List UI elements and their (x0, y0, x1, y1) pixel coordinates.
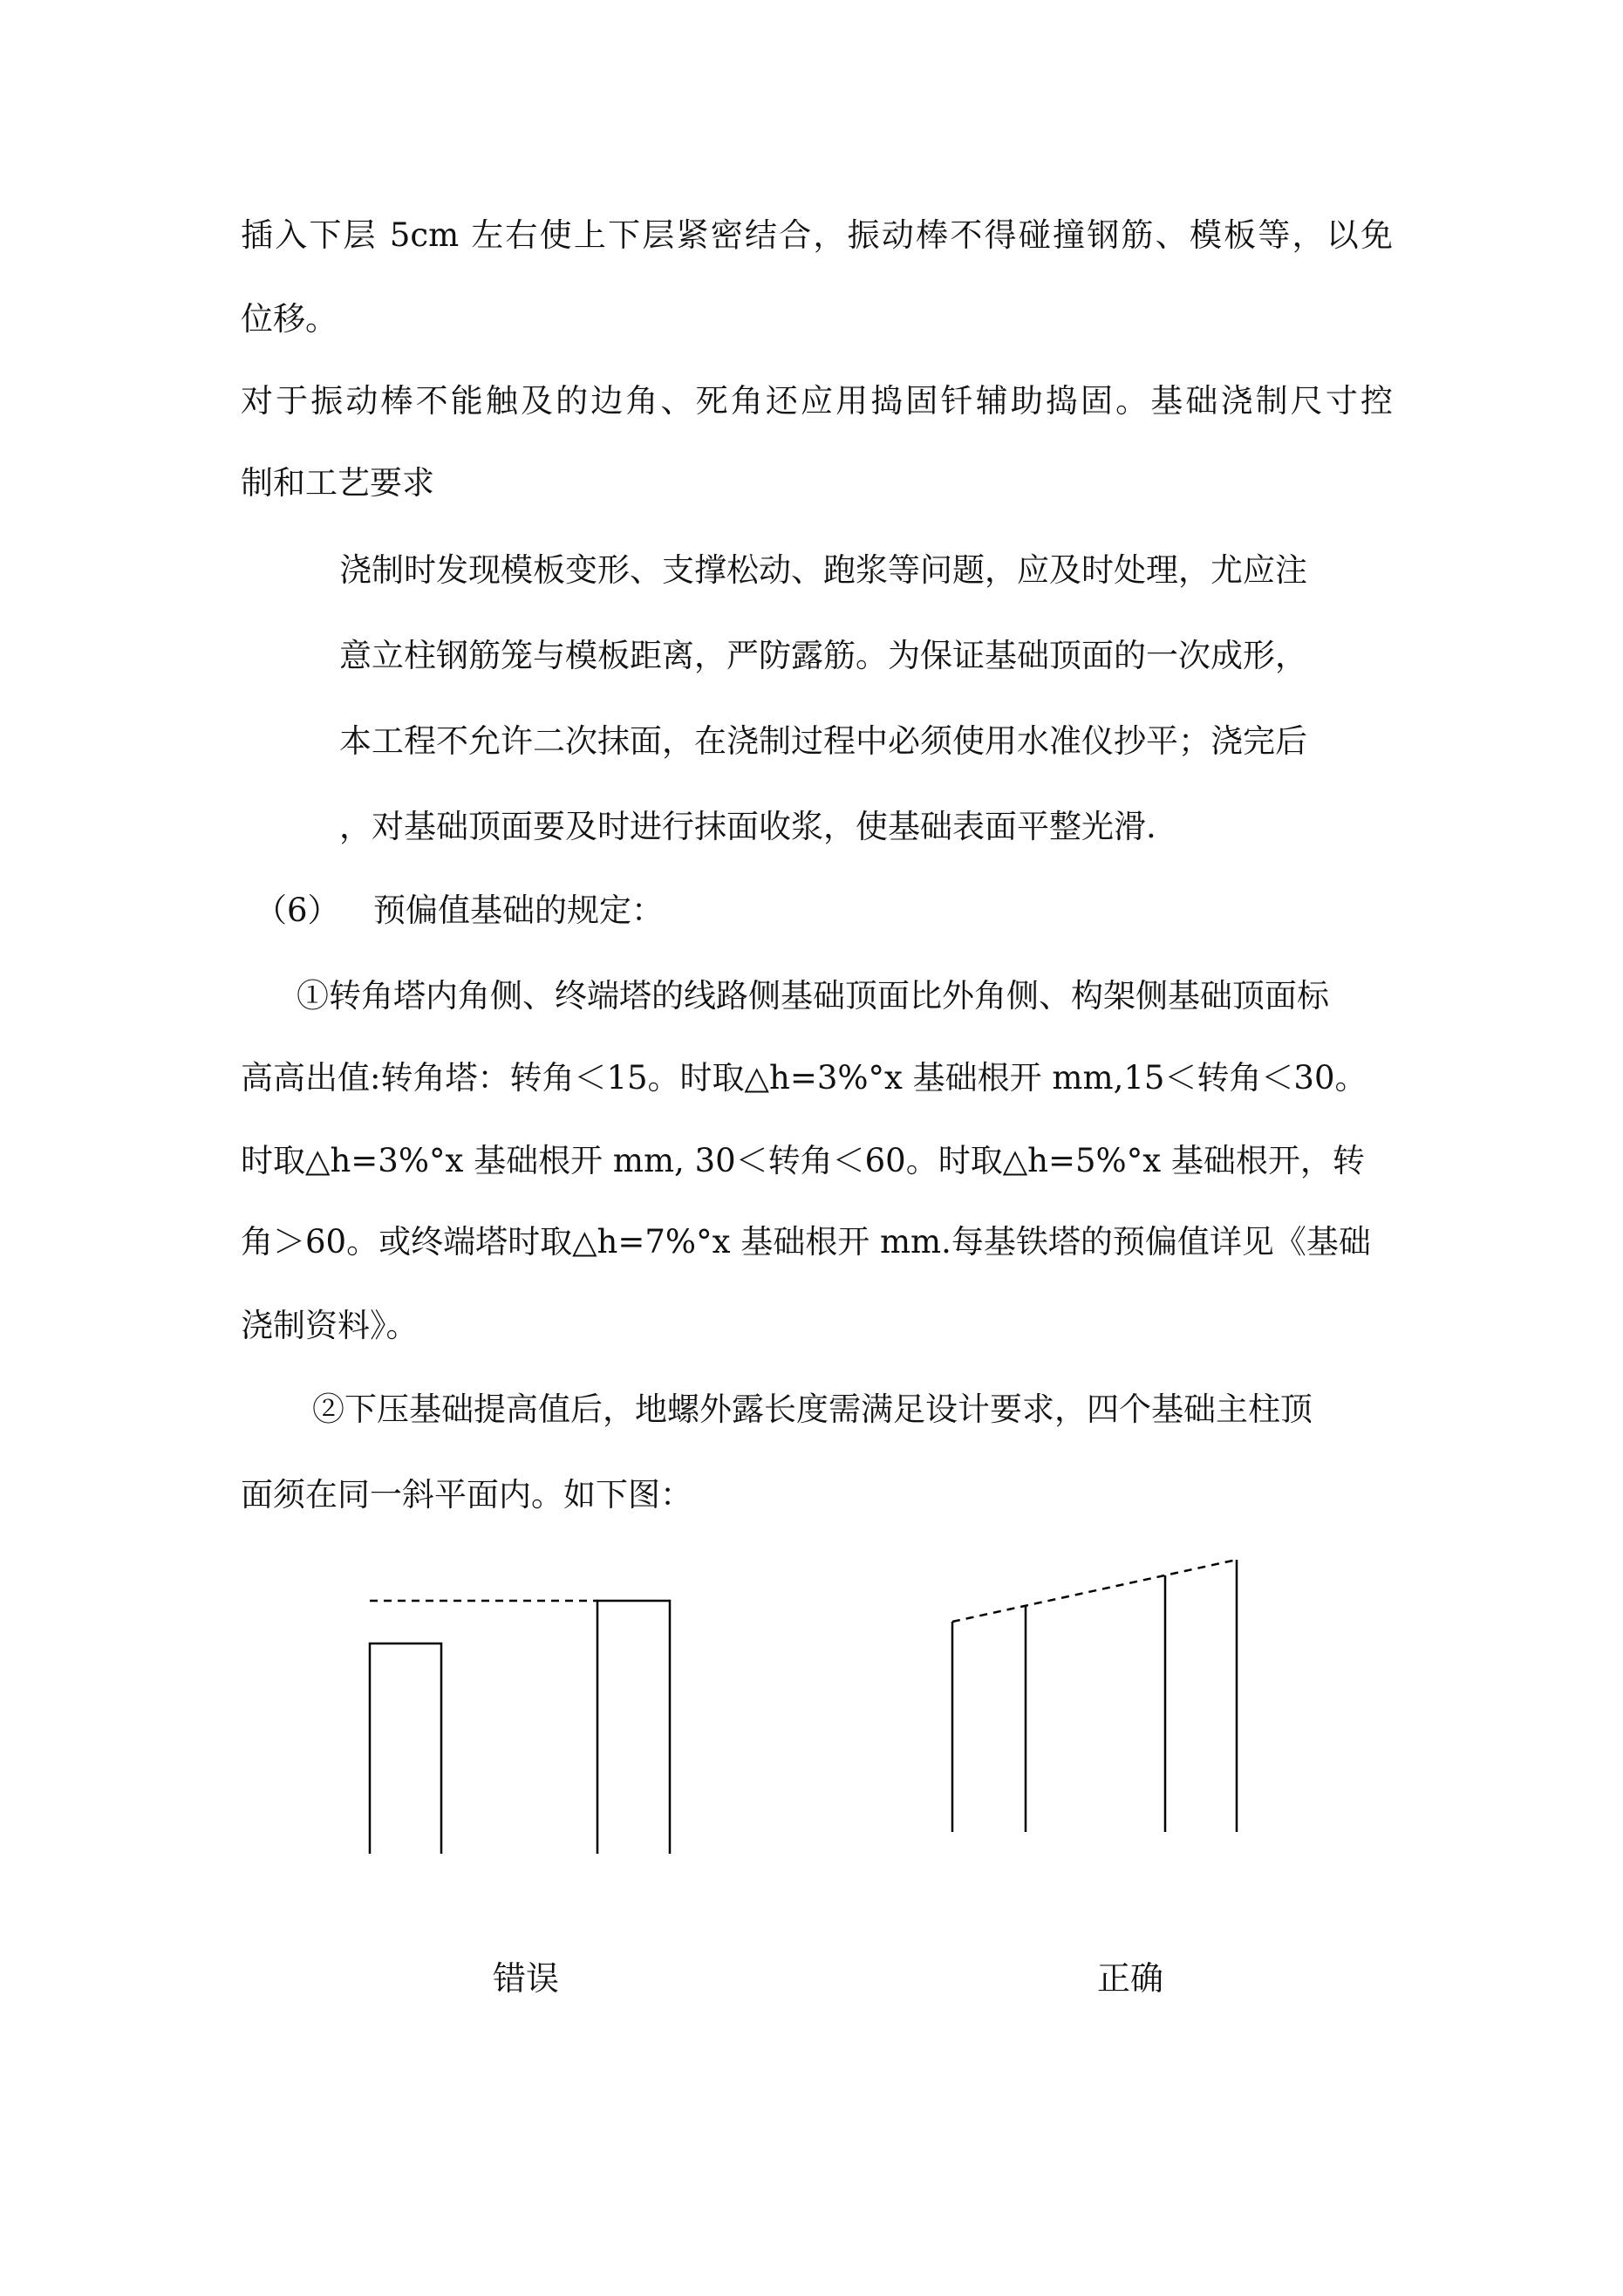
paragraph-line: ②下压基础提高值后，地螺外露长度需满足设计要求，四个基础主柱顶 (312, 1391, 1313, 1428)
wrong-low-column (370, 1643, 441, 1854)
paragraph-line: 高高出值:转角塔：转角＜15。时取△h=3%°x 基础根开 mm,15＜转角＜30。 (241, 1059, 1367, 1097)
wrong-caption: 错误 (493, 1959, 560, 1998)
paragraph-line: 位移。 (241, 300, 338, 338)
section-heading: 预偏值基础的规定： (373, 892, 664, 929)
paragraph-line: 浇制时发现模板变形、支撑松动、跑浆等问题，应及时处理，尤应注 (339, 551, 1307, 589)
section-number: （6） (255, 892, 340, 929)
paragraph-line: 角＞60。或终端塔时取△h=7%°x 基础根开 mm.每基铁塔的预偏值详见《基础 (241, 1223, 1371, 1261)
paragraph-line: 浇制资料》。 (241, 1307, 419, 1344)
paragraph-line: 本工程不允许二次抹面，在浇制过程中必须使用水准仪抄平；浇完后 (339, 722, 1307, 760)
paragraph-line: 面须在同一斜平面内。如下图： (241, 1476, 692, 1514)
wrong-high-column (597, 1601, 670, 1854)
paragraph-line: 制和工艺要求 (241, 464, 434, 502)
paragraph-line: 对于振动棒不能触及的边角、死角还应用捣固钎辅助捣固。基础浇制尺寸控 (241, 382, 1393, 420)
paragraph-line: 时取△h=3%°x 基础根开 mm, 30＜转角＜60。时取△h=5%°x 基础根开，转 (241, 1142, 1365, 1179)
paragraph-line: 插入下层 5cm 左右使上下层紧密结合，振动棒不得碰撞钢筋、模板等，以免 (241, 216, 1393, 254)
paragraph-line: 意立柱钢筋笼与模板距离，严防露筋。为保证基础顶面的一次成形， (339, 637, 1307, 674)
right-diagram (952, 1560, 1237, 1832)
right-sloped-dashed-line (952, 1560, 1237, 1622)
wrong-diagram (370, 1601, 670, 1854)
paragraph-line: ，对基础顶面要及时进行抹面收浆，使基础表面平整光滑. (339, 808, 1156, 845)
right-caption: 正确 (1097, 1959, 1164, 1998)
paragraph-line: ①转角塔内角侧、终端塔的线路侧基础顶面比外角侧、构架侧基础顶面标 (297, 977, 1329, 1015)
